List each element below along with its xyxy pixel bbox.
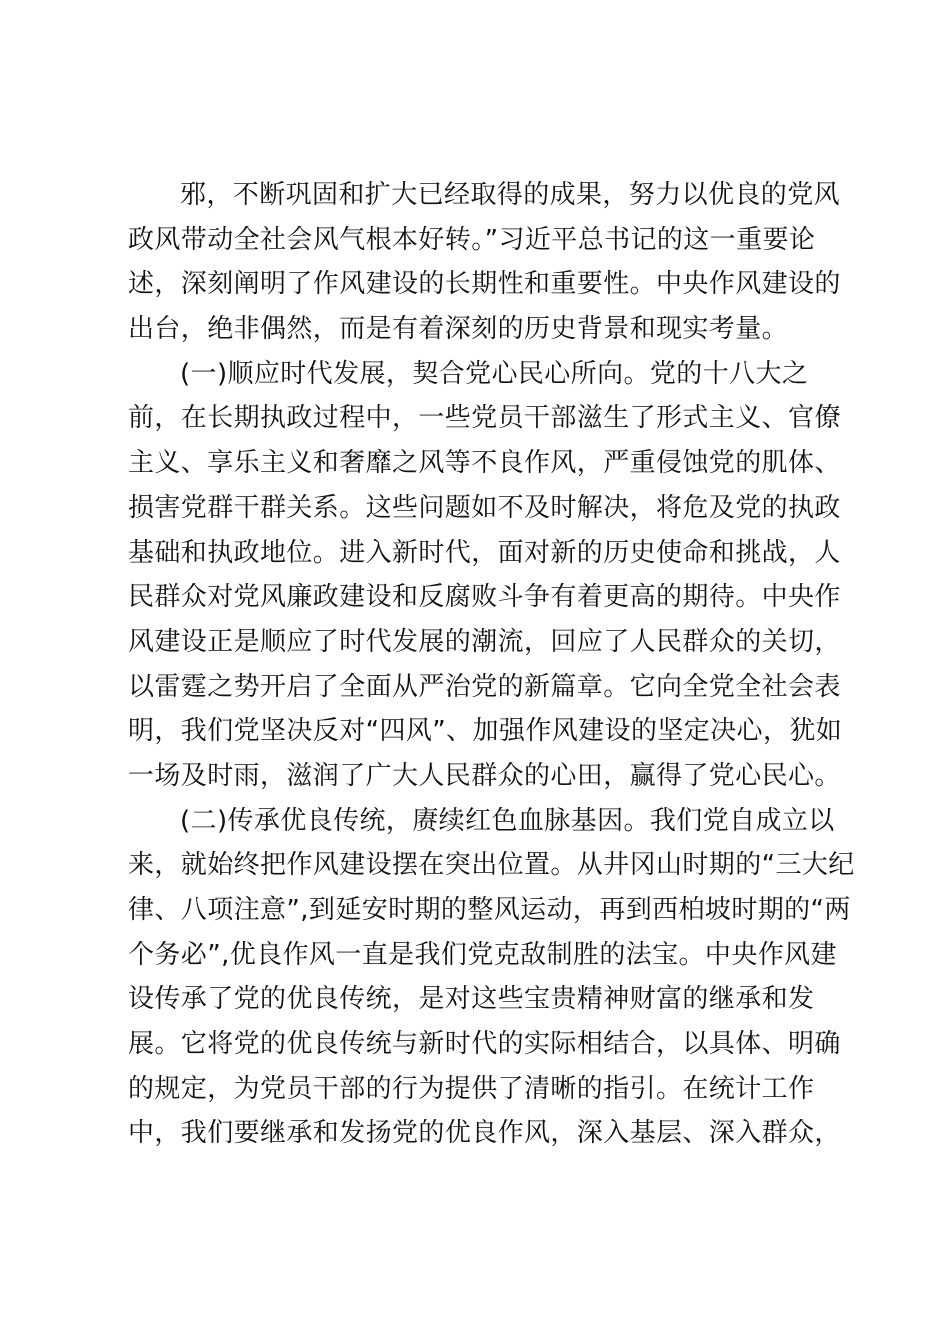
text-line: 主义、享乐主义和奢靡之风等不良作风，严重侵蚀党的肌体、 <box>128 448 841 479</box>
paragraph-start-line: (二)传承优良传统，赓续红色血脉基因。我们党自成立以 <box>180 805 835 836</box>
text-line: 展。它将党的优良传统与新时代的实际相结合，以具体、明确 <box>128 1029 841 1060</box>
text-line: 设传承了党的优良传统，是对这些宝贵精神财富的继承和发 <box>128 984 815 1015</box>
text-line: 邪，不断巩固和扩大已经取得的成果，努力以优良的党风 <box>180 180 841 210</box>
text-line: 损害党群干群关系。这些问题如不及时解决，将危及党的执政 <box>128 492 841 523</box>
text-line: 个务必”,优良作风一直是我们党克敌制胜的法宝。中央作风建 <box>128 939 837 970</box>
text-line: 律、八项注意”,到延安时期的整风运动，再到西柏坡时期的“两 <box>128 895 851 925</box>
text-line: 一场及时雨，滋润了广大人民群众的心田，赢得了党心民心。 <box>128 760 841 791</box>
text-line: 民群众对党风廉政建设和反腐败斗争有着更高的期待。中央作 <box>128 582 841 613</box>
text-line: 中，我们要继承和发扬党的优良作风，深入基层、深入群众， <box>128 1118 841 1149</box>
body-text <box>128 173 855 1156</box>
text-line: 前，在长期执政过程中，一些党员干部滋生了形式主义、官僚 <box>128 403 841 434</box>
text-line: 来，就始终把作风建设摆在突出位置。从井冈山时期的“三大纪 <box>128 850 855 881</box>
text-line: 述，深刻阐明了作风建设的长期性和重要性。中央作风建设的 <box>128 269 841 300</box>
text-line: 风建设正是顺应了时代发展的潮流，回应了人民群众的关切， <box>128 626 841 657</box>
text-line: 的规定，为党员干部的行为提供了清晰的指引。在统计工作 <box>128 1073 815 1104</box>
text-line: 明，我们党坚决反对“四风”、加强作风建设的坚定决心，犹如 <box>128 716 843 747</box>
text-line: 出台，绝非偶然，而是有着深刻的历史背景和现实考量。 <box>128 314 789 345</box>
text-line: 以雷霆之势开启了全面从严治党的新篇章。它向全党全社会表 <box>128 671 841 702</box>
paragraph-start-line: (一)顺应时代发展，契合党心民心所向。党的十八大之 <box>180 358 809 389</box>
text-line: 基础和执政地位。进入新时代，面对新的历史使命和挑战，人 <box>128 537 841 568</box>
text-line: 政风带动全社会风气根本好转。”习近平总书记的这一重要论 <box>128 224 816 255</box>
